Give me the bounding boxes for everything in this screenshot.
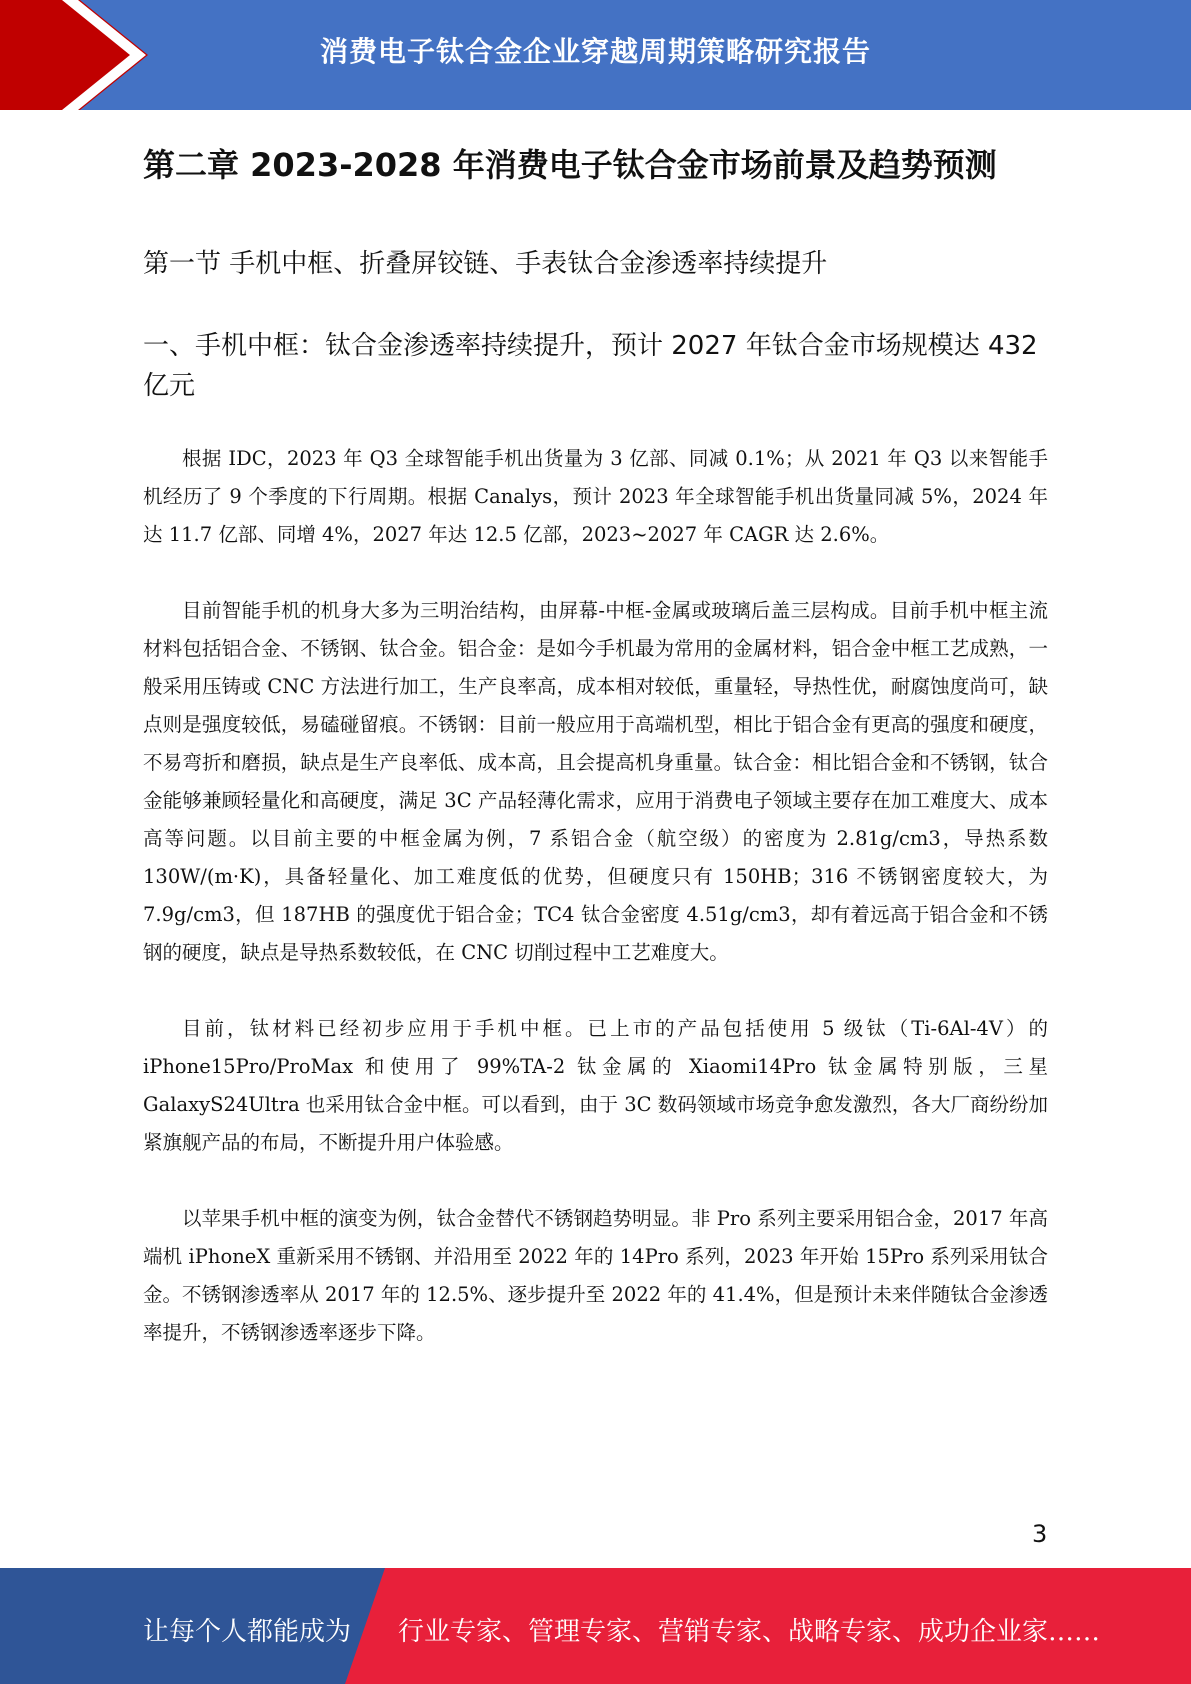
section-title: 第一节 手机中框、折叠屏铰链、手表钛合金渗透率持续提升 bbox=[143, 249, 828, 279]
paragraph: 以苹果手机中框的演变为例，钛合金替代不锈钢趋势明显。非 Pro 系列主要采用铝合金，2017 年高端机 iPhoneX 重新采用不锈钢、并沿用至 2022 年的 14Pro 系列，2023 年开始 15Pro 系列采用钛合金。不锈钢渗透率从 2017 年的 12.5%、逐步提升至 2022 年的 41.4%，但是预计未来伴随钛合金渗透率提升，不锈钢渗透率逐步下降。 bbox=[143, 1207, 1048, 1344]
page-number: 3 bbox=[1032, 1520, 1048, 1548]
paragraph: 目前，钛材料已经初步应用于手机中框。已上市的产品包括使用 5 级钛（Ti-6Al-4V）的 iPhone15Pro/ProMax 和使用了 99%TA-2 钛金属的 Xiaomi14Pro 钛金属特别版，三星 GalaxyS24Ultra 也采用钛合金中框。可以看到，由于 3C 数码领域市场竞争愈发激烈，各大厂商纷纷加紧旗舰产品的布局，不断提升用户体验感。 bbox=[143, 1017, 1048, 1154]
subsection-title: 一、手机中框：钛合金渗透率持续提升，预计 2027 年钛合金市场规模达 432 亿元 bbox=[143, 331, 1038, 401]
footer-slogan-left: 让每个人都能成为 bbox=[143, 1617, 352, 1647]
chapter-title: 第二章 2023-2028 年消费电子钛合金市场前景及趋势预测 bbox=[143, 146, 997, 184]
page-footer bbox=[0, 1568, 1191, 1684]
page-header bbox=[0, 0, 1191, 110]
body-text bbox=[143, 440, 1048, 1390]
header-title: 消费电子钛合金企业穿越周期策略研究报告 bbox=[320, 35, 872, 68]
footer-slogan-right: 行业专家、管理专家、营销专家、战略专家、成功企业家…… bbox=[398, 1617, 1101, 1647]
paragraph: 目前智能手机的机身大多为三明治结构，由屏幕-中框-金属或玻璃后盖三层构成。目前手机中框主流材料包括铝合金、不锈钢、钛合金。铝合金：是如今手机最为常用的金属材料，铝合金中框工艺成熟，一般采用压铸或 CNC 方法进行加工，生产良率高，成本相对较低，重量轻，导热性优，耐腐蚀度尚可，缺点则是强度较低，易磕碰留痕。不锈钢：目前一般应用于高端机型，相比于铝合金有更高的强度和硬度，不易弯折和磨损，缺点是生产良率低、成本高，且会提高机身重量。钛合金：相比铝合金和不锈钢，钛合金能够兼顾轻量化和高硬度，满足 3C 产品轻薄化需求，应用于消费电子领域主要存在加工难度大、成本高等问题。以目前主要的中框金属为例，7 系铝合金（航空级）的密度为 2.81g/cm3，导热系数 130W/(m·K)，具备轻量化、加工难度低的优势，但硬度只有 150HB；316 不锈钢密度较大，为 7.9g/cm3，但 187HB 的强度优于铝合金；TC4 钛合金密度 4.51g/cm3，却有着远高于铝合金和不锈钢的硬度，缺点是导热系数较低，在 CNC 切削过程中工艺难度大。 bbox=[143, 599, 1048, 964]
paragraph: 根据 IDC，2023 年 Q3 全球智能手机出货量为 3 亿部、同减 0.1%；从 2021 年 Q3 以来智能手机经历了 9 个季度的下行周期。根据 Canalys，预计 2023 年全球智能手机出货量同减 5%，2024 年达 11.7 亿部、同增 4%，2027 年达 12.5 亿部，2023~2027 年 CAGR 达 2.6%。 bbox=[143, 447, 1048, 546]
